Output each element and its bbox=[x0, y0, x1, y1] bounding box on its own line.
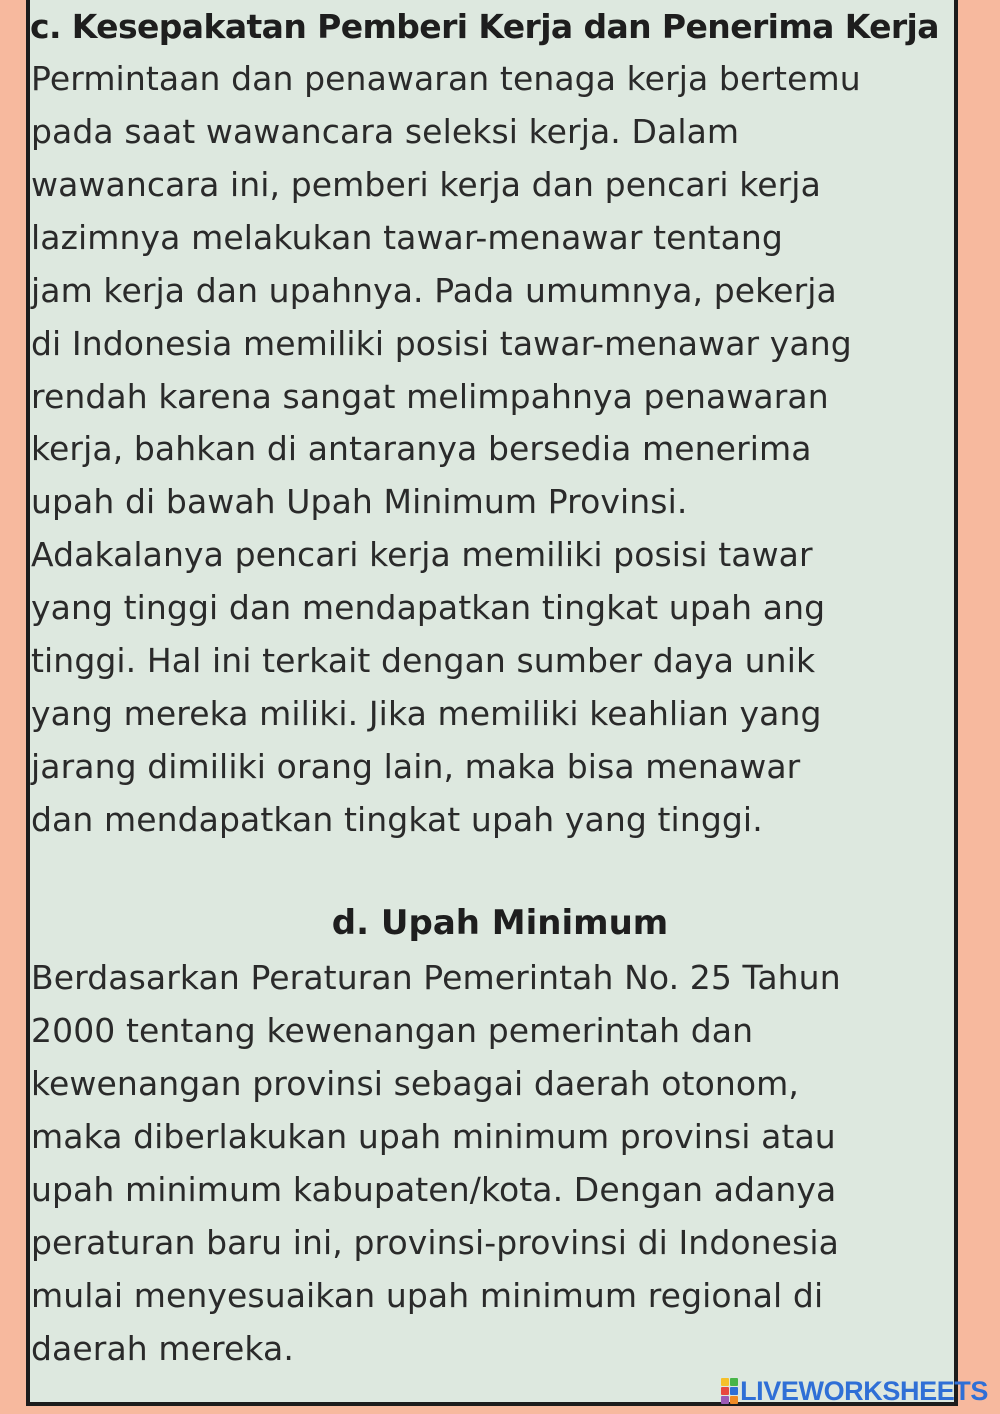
liveworksheets-logo-icon bbox=[721, 1378, 737, 1404]
section-c-line: upah di bawah Upah Minimum Provinsi. bbox=[31, 482, 688, 521]
section-d-line: kewenangan provinsi sebagai daerah otonom, bbox=[31, 1064, 800, 1103]
section-c-line: yang tinggi dan mendapatkan tingkat upah ang bbox=[31, 588, 826, 627]
section-d-line: peraturan baru ini, provinsi-provinsi di Indonesia bbox=[31, 1223, 839, 1262]
section-c-line: di Indonesia memiliki posisi tawar-menawar yang bbox=[31, 324, 852, 363]
section-c-line: lazimnya melakukan tawar-menawar tentang bbox=[31, 218, 783, 257]
section-d-line: Berdasarkan Peraturan Pemerintah No. 25 Tahun bbox=[31, 958, 841, 997]
section-c-line: dan mendapatkan tingkat upah yang tinggi. bbox=[31, 800, 763, 839]
section-d-line: upah minimum kabupaten/kota. Dengan adanya bbox=[31, 1170, 837, 1209]
section-d-heading: d. Upah Minimum bbox=[331, 903, 669, 943]
logo-square bbox=[721, 1387, 729, 1395]
section-d-line: daerah mereka. bbox=[31, 1329, 294, 1368]
liveworksheets-logo[interactable] bbox=[721, 1374, 988, 1408]
section-c-line: pada saat wawancara seleksi kerja. Dalam bbox=[31, 112, 740, 151]
logo-square bbox=[730, 1378, 738, 1386]
logo-square bbox=[730, 1387, 738, 1395]
section-d-line: mulai menyesuaikan upah minimum regional di bbox=[31, 1276, 824, 1315]
section-c-line: wawancara ini, pemberi kerja dan pencari kerja bbox=[31, 165, 821, 204]
section-d-line: 2000 tentang kewenangan pemerintah dan bbox=[31, 1011, 754, 1050]
section-c-line: jarang dimiliki orang lain, maka bisa menawar bbox=[31, 747, 801, 786]
section-c-heading: c. Kesepakatan Pemberi Kerja dan Penerima Kerja bbox=[30, 7, 939, 46]
section-c-line: tinggi. Hal ini terkait dengan sumber daya unik bbox=[31, 641, 816, 680]
section-c-line: yang mereka miliki. Jika memiliki keahlian yang bbox=[31, 694, 822, 733]
logo-square bbox=[730, 1396, 738, 1404]
logo-square bbox=[721, 1378, 729, 1386]
section-c-line: jam kerja dan upahnya. Pada umumnya, pekerja bbox=[31, 271, 837, 310]
section-c-line: Adakalanya pencari kerja memiliki posisi tawar bbox=[31, 535, 813, 574]
section-d-line: maka diberlakukan upah minimum provinsi atau bbox=[31, 1117, 836, 1156]
section-c-line: kerja, bahkan di antaranya bersedia menerima bbox=[31, 429, 812, 468]
logo-square bbox=[721, 1396, 729, 1404]
logo-text: LIVEWORKSHEETS bbox=[740, 1375, 988, 1406]
section-c-line: rendah karena sangat melimpahnya penawaran bbox=[31, 377, 829, 416]
section-c-line: Permintaan dan penawaran tenaga kerja bertemu bbox=[31, 59, 861, 98]
